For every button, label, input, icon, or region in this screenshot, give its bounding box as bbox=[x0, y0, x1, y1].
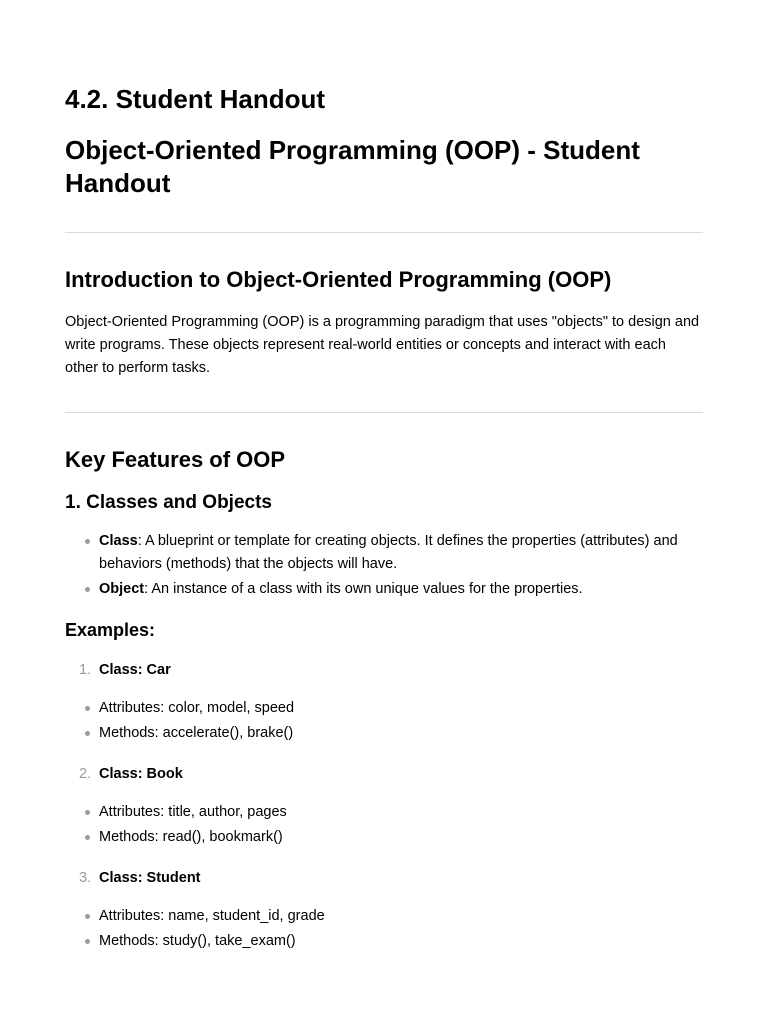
list-item: Attributes: name, student_id, grade bbox=[99, 905, 703, 928]
example-book bbox=[65, 763, 703, 849]
example-number: 3. bbox=[79, 870, 92, 886]
definition-term: Object bbox=[99, 581, 145, 597]
classes-objects-heading: 1. Classes and Objects bbox=[65, 492, 272, 513]
example-number: 1. bbox=[79, 662, 92, 678]
definition-text: : An instance of a class with its own unique values for the properties. bbox=[144, 581, 583, 597]
list-item: Methods: read(), bookmark() bbox=[99, 826, 703, 849]
list-item bbox=[99, 578, 703, 601]
definition-term: Class bbox=[99, 533, 138, 549]
section-heading: 4.2. Student Handout bbox=[65, 84, 325, 114]
definition-text: : A blueprint or template for creating objects. It defines the properties (attributes) and behaviors (methods) that the objects will have. bbox=[99, 533, 678, 572]
example-title bbox=[65, 867, 703, 890]
divider bbox=[65, 412, 703, 413]
divider bbox=[65, 232, 703, 233]
intro-paragraph: Object-Oriented Programming (OOP) is a programming paradigm that uses "objects" to design and write programs. These objects represent real-world entities or concepts and interact with each other to perform tasks. bbox=[65, 314, 700, 376]
features-heading: Key Features of OOP bbox=[65, 447, 286, 472]
intro-heading: Introduction to Object-Oriented Programming (OOP) bbox=[65, 267, 612, 292]
example-items bbox=[65, 697, 703, 745]
example-items bbox=[65, 905, 703, 953]
example-title bbox=[65, 659, 703, 682]
example-title-text: Class: Book bbox=[99, 766, 183, 782]
list-item: Attributes: color, model, speed bbox=[99, 697, 703, 720]
example-number: 2. bbox=[79, 766, 92, 782]
example-items bbox=[65, 801, 703, 849]
list-item: Methods: study(), take_exam() bbox=[99, 930, 703, 953]
list-item: Attributes: title, author, pages bbox=[99, 801, 703, 824]
example-title-text: Class: Car bbox=[99, 662, 171, 678]
example-student bbox=[65, 867, 703, 953]
examples-heading: Examples: bbox=[65, 620, 156, 640]
list-item: Methods: accelerate(), brake() bbox=[99, 722, 703, 745]
document-title: Object-Oriented Programming (OOP) - Student Handout bbox=[65, 135, 640, 198]
example-car bbox=[65, 659, 703, 745]
list-item bbox=[99, 530, 703, 576]
definitions-list bbox=[65, 530, 703, 601]
example-title-text: Class: Student bbox=[99, 870, 201, 886]
example-title bbox=[65, 763, 703, 786]
